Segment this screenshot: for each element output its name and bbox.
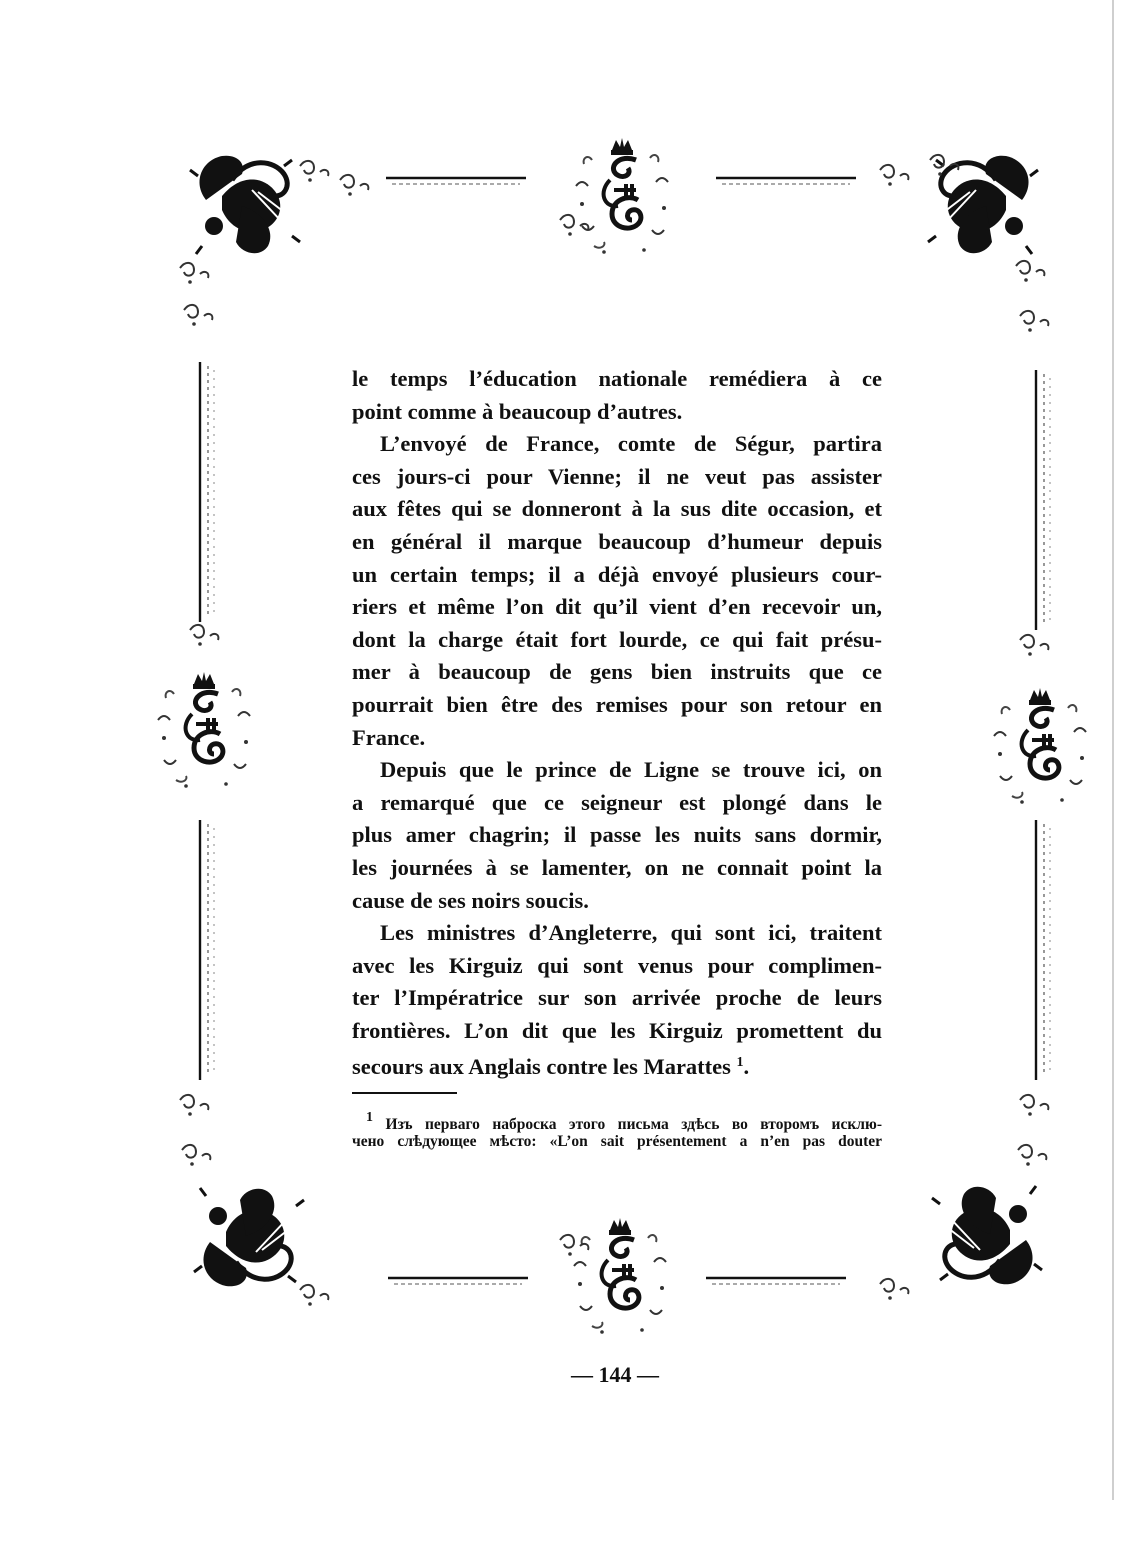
text-line: frontières. L’on dit que les Kirguiz promettent du: [352, 1017, 882, 1043]
text-line: France.: [352, 724, 426, 750]
text-line: secours aux Anglais contre les Marattes: [352, 1054, 731, 1080]
paragraph-4: [352, 917, 882, 1080]
footnote: [352, 1106, 882, 1154]
text-line: dont la charge était fort lourde, ce qui fait présu-: [352, 626, 882, 652]
text-line: ces jours-ci pour Vienne; il ne veut pas assister: [352, 463, 882, 489]
corner-top-right-icon: [928, 156, 1038, 254]
text-line: point comme à beaucoup d’autres.: [352, 398, 683, 424]
monogram-left-icon: [158, 672, 250, 788]
text-line: a remarqué que ce seigneur est plongé dans le: [352, 789, 882, 815]
footnote-rule: [352, 1092, 457, 1094]
footnote-marker: 1: [736, 1055, 744, 1071]
corner-bottom-right-icon: [932, 1186, 1042, 1284]
corner-bottom-left-icon: [194, 1188, 304, 1286]
text-line: un certain temps; il a déjà envoyé plusieurs cour-: [352, 561, 882, 587]
monogram-top-icon: [576, 138, 668, 254]
footnote-line-2: чено слѣдующее мѣсто: «L’on sait présentement a n’en pas douter: [352, 1133, 882, 1150]
text-line: le temps l’éducation nationale remédiera à ce: [352, 366, 882, 391]
text-line: ter l’Impératrice sur son arrivée proche de leurs: [352, 985, 882, 1011]
text-line: aux fêtes qui se donneront à la sus dite occasion, et: [352, 496, 882, 522]
text-line: en général il marque beaucoup d’humeur depuis: [352, 528, 882, 554]
footnote-number: 1: [366, 1110, 373, 1125]
text-line: L’envoyé de France, comte de Ségur, partira: [380, 431, 882, 457]
monogram-right-icon: [994, 688, 1086, 804]
paragraph-3: [352, 754, 882, 917]
text-line: Les ministres d’Angleterre, qui sont ici, traitent: [380, 920, 882, 946]
text-line: cause de ses noirs soucis.: [352, 887, 589, 913]
main-text: [352, 363, 882, 1080]
text-line: riers et même l’on dit qu’il vient d’en recevoir un,: [352, 594, 882, 620]
paragraph-1: [352, 363, 882, 428]
monogram-bottom-icon: [574, 1218, 666, 1334]
page-number: — 144 —: [571, 1362, 659, 1387]
text-line: avec les Kirguiz qui sont venus pour complimen-: [352, 952, 882, 978]
text-line: Depuis que le prince de Ligne se trouve ici, on: [380, 757, 882, 783]
footnote-line-1: [352, 1106, 882, 1133]
text-line: les journées à se lamenter, on ne connait point la: [352, 854, 882, 880]
footnote-text: Изъ перваго наброска этого письма здѣсь во второмъ исклю-: [385, 1116, 882, 1133]
text-line-with-note: secours aux Anglais contre les Marattes $^1$.: [352, 1054, 750, 1080]
paragraph-2: [352, 428, 882, 754]
corner-top-left-icon: [190, 156, 300, 254]
text-line: pourrait bien être des remises pour son retour en: [352, 691, 882, 717]
text-line: plus amer chagrin; il passe les nuits sans dormir,: [352, 822, 882, 848]
text-line: mer à beaucoup de gens bien instruits que ce: [352, 659, 882, 685]
